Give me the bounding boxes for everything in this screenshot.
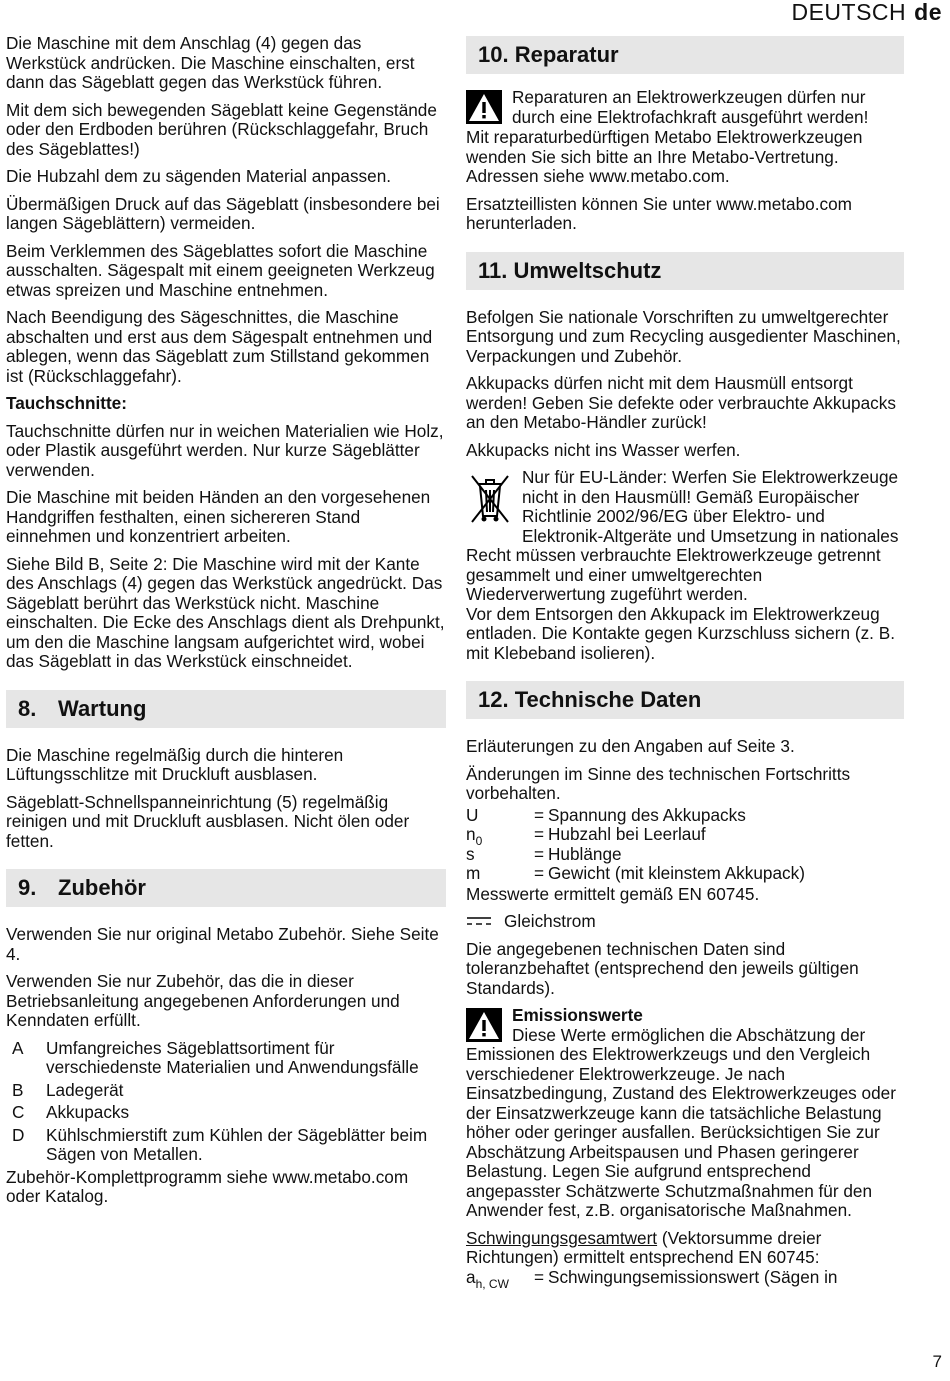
list-item: [6, 1039, 446, 1078]
paragraph: Mit dem sich bewegenden Sägeblatt keine Gegenstände oder den Erdboden berühren (Rückschlaggefahr, Bruch des Sägeblattes!): [6, 99, 437, 159]
dc-label: Gleichstrom: [504, 911, 596, 931]
definition-text: Hublänge: [548, 843, 622, 864]
definition-symbol: m: [466, 863, 481, 883]
list-text: Akkupacks: [46, 1102, 130, 1122]
section-number: 9.: [18, 875, 37, 900]
paragraph: Die Maschine mit beiden Händen an den vorgesehenen Handgriffen festhalten, einen sichereren Stand einnehmen und konzentriert arbeiten.: [6, 487, 431, 546]
paragraph: Zubehör-Komplettprogramm siehe www.metabo.com oder Katalog.: [6, 1166, 409, 1206]
definition-row: [466, 806, 904, 826]
warning-icon: [466, 1008, 502, 1042]
subheading-tauchschnitte: Tauchschnitte:: [6, 393, 127, 413]
paragraph: Tauchschnitte dürfen nur in weichen Materialien wie Holz, oder Plastik ausgeführt werden. Nur kurze Sägeblätter verwenden.: [6, 420, 444, 480]
paragraph: Sägeblatt-Schnellspanneinrichtung (5) regelmäßig reinigen und mit Druckluft ausblasen. Nicht ölen oder fetten.: [6, 791, 410, 851]
list-text: Ladegerät: [46, 1079, 124, 1100]
header-lang: de: [914, 0, 942, 25]
list-item: [6, 1103, 446, 1123]
right-column: [466, 36, 904, 1291]
paragraph: Erläuterungen zu den Angaben auf Seite 3.: [466, 736, 795, 756]
paragraph: Die Maschine mit dem Anschlag (4) gegen das Werkstück andrücken. Die Maschine einschalten, erst dann das Sägeblatt gegen das Werkstück führen.: [6, 33, 415, 92]
section-heading-technische-daten: 12. Technische Daten: [466, 681, 904, 719]
definition-text: Hubzahl bei Leerlauf: [548, 824, 706, 844]
warning-block: [466, 88, 904, 128]
section-title: Wartung: [58, 695, 147, 721]
definition-symbol: s: [466, 843, 475, 864]
paragraph: Befolgen Sie nationale Vorschriften zu umweltgerechter Entsorgung und zum Recycling ausgedienter Maschinen, Verpackungen und Zubehör.: [466, 306, 901, 366]
definition-text: Spannung des Akkupacks: [548, 804, 746, 825]
list-letter: D: [12, 1124, 25, 1145]
paragraph: Die Hubzahl dem zu sägenden Material anpassen.: [6, 166, 392, 186]
header-title: DEUTSCH: [791, 0, 907, 25]
direct-current-icon: [466, 912, 504, 932]
definition-symbol: U: [466, 804, 479, 825]
section-heading-wartung: [6, 690, 446, 728]
weee-text: Nur für EU-Länder: Werfen Sie Elektrowerkzeuge nicht in den Hausmüll! Gemäß Europäischer Richtlinie 2002/96/EG über Elektro- und Elektronik-Altgeräte und Umsetzung in nationales Recht müssen verbrauchte Elektrowerkzeuge getrennt gesammelt und einer umweltgerechten Wiederverwertung zugeführt werden.: [466, 467, 899, 604]
paragraph: Verwenden Sie nur original Metabo Zubehör. Siehe Seite 4.: [6, 924, 439, 964]
definition-row: [466, 845, 904, 865]
warning-icon: [466, 90, 502, 124]
definition-row: [466, 1266, 904, 1291]
paragraph: Akkupacks nicht ins Wasser werfen.: [466, 439, 741, 460]
paragraph: Ersatzteillisten können Sie unter www.metabo.com herunterladen.: [466, 193, 852, 233]
section-title: Zubehör: [58, 875, 146, 900]
paragraph: Siehe Bild B, Seite 2: Die Maschine wird mit der Kante des Anschlags (4) gegen das Werkstück angedrückt. Das Sägeblatt berührt das Werkstück nicht. Maschine einschalten. Die Ecke des Anschlags dient als Drehpunkt, um den die Maschine langsam aufgerichtet wird, wobei das Sägeblatt in das Werkstück einschneidet.: [6, 553, 445, 671]
page-number: 7: [932, 1352, 942, 1371]
paragraph: Mit reparaturbedürftigen Metabo Elektrowerkzeugen wenden Sie sich bitte an Ihre Metabo-Vertretung. Adressen siehe www.metabo.com.: [466, 127, 863, 186]
paragraph: Änderungen im Sinne des technischen Fortschritts vorbehalten.: [466, 763, 851, 803]
schwingung-rest: (Vektorsumme dreier Richtungen) ermittelt entsprechend EN 60745:: [466, 1227, 822, 1267]
left-column: [6, 34, 446, 1215]
page-header: [791, 0, 942, 26]
definition-text: Schwingungsemissionswert (Sägen in: [548, 1266, 838, 1287]
definition-symbol: $n_0$: [466, 824, 483, 848]
accessory-list: [6, 1039, 446, 1165]
weee-block: [466, 468, 904, 605]
paragraph: Nach Beendigung des Sägeschnittes, die Maschine abschalten und erst aus dem Sägespalt entnehmen und ablegen, wenn das Sägeblatt zum Stillstand gekommen ist (Rückschlaggefahr).: [6, 307, 433, 386]
section-heading-umweltschutz: 11. Umweltschutz: [466, 252, 904, 290]
paragraph: Vor dem Entsorgen den Akkupack im Elektrowerkzeug entladen. Die Kontakte gegen Kurzschluss sichern (z. B. mit Klebeband isolieren).: [466, 603, 895, 663]
section-heading-reparatur: 10. Reparatur: [466, 36, 904, 74]
list-letter: A: [12, 1037, 24, 1058]
definition-equals: =: [534, 863, 545, 883]
dc-legend: [466, 912, 904, 932]
paragraph: Übermäßigen Druck auf das Sägeblatt (insbesondere bei langen Sägeblättern) vermeiden.: [6, 193, 440, 233]
list-text: Umfangreiches Sägeblattsortiment für verschiedenste Materialien und Anwendungsfälle: [46, 1037, 419, 1077]
paragraph: Messwerte ermittelt gemäß EN 60745.: [466, 883, 760, 904]
definition-equals: =: [534, 1266, 545, 1287]
paragraph: Akkupacks dürfen nicht mit dem Hausmüll entsorgt werden! Geben Sie defekte oder verbrauchte Akkupacks an den Metabo-Händler zurück!: [466, 373, 896, 432]
symbol-definitions: [466, 806, 904, 884]
section-heading-zubehoer: [6, 869, 446, 907]
weee-crossed-bin-icon: [468, 470, 512, 528]
definition-equals: =: [534, 804, 545, 825]
list-item: [6, 1126, 446, 1165]
list-item: [6, 1081, 446, 1101]
list-text: Kühlschmierstift zum Kühlen der Sägeblätter beim Sägen von Metallen.: [46, 1124, 428, 1164]
paragraph: Beim Verklemmen des Sägeblattes sofort die Maschine ausschalten. Sägespalt mit einem geeigneten Werkzeug etwas spreizen und Maschine entnehmen.: [6, 240, 435, 300]
emission-block: [466, 1006, 904, 1221]
warning-text: Reparaturen an Elektrowerkzeugen dürfen nur durch eine Elektrofachkraft ausgeführt werden!: [512, 87, 869, 127]
paragraph: Die angegebenen technischen Daten sind toleranzbehaftet (entsprechend den jeweils gültigen Standards).: [466, 938, 859, 998]
definition-equals: =: [534, 843, 545, 864]
list-letter: B: [12, 1079, 24, 1100]
section-number: 8.: [18, 695, 37, 721]
schwingung-term: Schwingungsgesamtwert: [466, 1227, 658, 1248]
definition-row: [466, 864, 904, 884]
definition-text: Gewicht (mit kleinstem Akkupack): [548, 863, 805, 883]
emission-heading: Emissionswerte: [512, 1005, 643, 1025]
definition-row: [466, 824, 904, 848]
paragraph: Verwenden Sie nur Zubehör, das die in dieser Betriebsanleitung angegebenen Anforderungen und Kenndaten erfüllt.: [6, 971, 400, 1030]
emission-text: Diese Werte ermöglichen die Abschätzung der Emissionen des Elektrowerkzeugs und den Vergleich verschiedener Elektrowerkzeuge. Je nach Einsatzbedingung, Zustand des Elektrowerkzeuges oder der Einsatzwerkzeuge kann die tatsächliche Belastung höher oder geringer ausfallen. Berücksichtigen Sie zur Abschätzung Arbeitspausen und Phasen geringerer Belastung. Legen Sie aufgrund entsprechend angepasster Schätzwerte Schutzmaßnahmen für den Anwender fest, z.B. organisatorische Maßnahmen.: [466, 1024, 896, 1220]
list-letter: C: [12, 1102, 25, 1122]
paragraph: Die Maschine regelmäßig durch die hinteren Lüftungsschlitze mit Druckluft ausblasen.: [6, 744, 344, 784]
paragraph-schwingung: [466, 1229, 904, 1268]
definition-equals: =: [534, 824, 545, 844]
definition-symbol: $a_{h, CW}$: [466, 1266, 509, 1291]
